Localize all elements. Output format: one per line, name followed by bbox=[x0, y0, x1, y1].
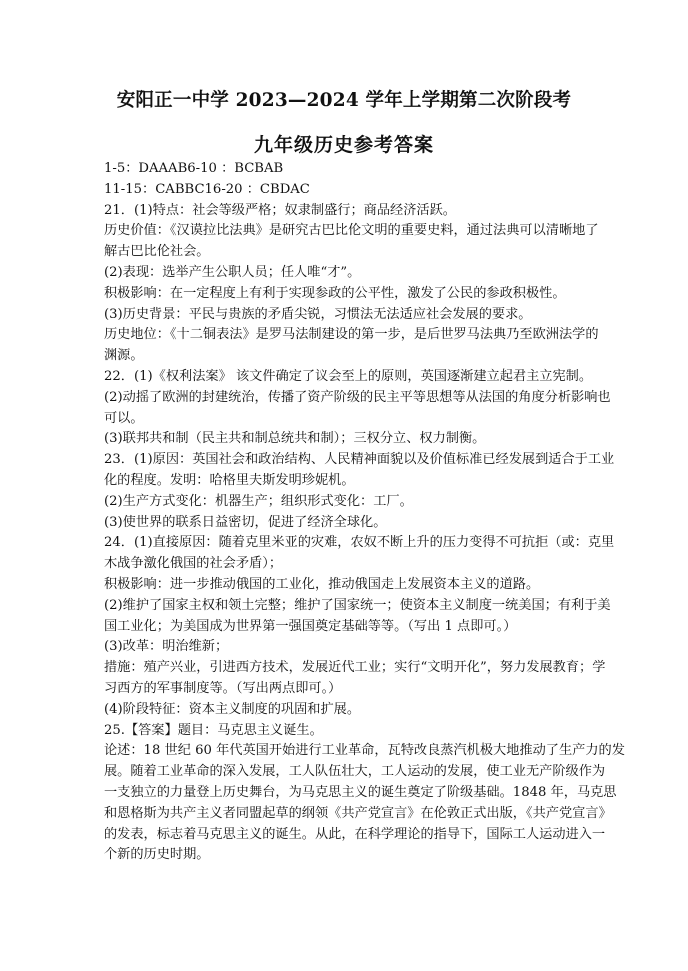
answer-body bbox=[104, 159, 624, 866]
answer-line: 历史地位：《十二铜表法》是罗马法制建设的第一步，是后世罗马法典乃至欧洲法学的 bbox=[104, 327, 599, 343]
answer-line: 国工业化；为美国成为世界第一强国奠定基础等等。（写出 1 点即可。） bbox=[104, 618, 517, 634]
answer-line: (4)阶段特征：资本主义制度的巩固和扩展。 bbox=[104, 701, 361, 717]
answer-line: (2)维护了国家主权和领土完整；维护了国家统一；使资本主义制度一统美国；有利于美 bbox=[104, 597, 611, 613]
answer-line: 1-5：DAAAB6-10 ：BCBAB bbox=[104, 161, 284, 176]
answer-line: 21．(1)特点：社会等级严格；奴隶制盛行；商品经济活跃。 bbox=[104, 202, 456, 218]
answer-line: (2)动摇了欧洲的封建统治，传播了资产阶级的民主平等思想等从法国的角度分析影响也 bbox=[104, 389, 611, 405]
answer-line: 和恩格斯为共产主义者同盟起草的纲领《共产党宣言》在伦敦正式出版，《共产党宣言》 bbox=[104, 805, 612, 821]
answer-line: 历史价值：《汉谟拉比法典》是研究古巴比伦文明的重要史料，通过法典可以清晰地了 bbox=[104, 223, 599, 239]
answer-line: 措施：殖产兴业，引进西方技术，发展近代工业；实行“文明开化”，努力发展教育；学 bbox=[104, 660, 606, 676]
answer-line: 25.【答案】题目：马克思主义诞生。 bbox=[104, 722, 323, 738]
answer-line: 23．(1)原因：英国社会和政治结构、人民精神面貌以及价值标准已经发展到适合于工业 bbox=[104, 452, 615, 468]
answer-line: 积极影响：进一步推动俄国的工业化，推动俄国走上发展资本主义的道路。 bbox=[104, 576, 540, 592]
answer-line: 木战争激化俄国的社会矛盾）； bbox=[104, 556, 283, 572]
document-subtitle: 九年级历史参考答案 bbox=[253, 134, 434, 156]
answer-line: (3)联邦共和制（民主共和制总统共和制）；三权分立、权力制衡。 bbox=[104, 431, 486, 447]
answer-line: 个新的历史时期。 bbox=[104, 847, 210, 863]
answer-line: 11-15：CABBC16-20 ：CBDAC bbox=[104, 181, 310, 197]
answer-line: 解古巴比伦社会。 bbox=[104, 244, 210, 260]
answer-line: 可以。 bbox=[104, 410, 144, 426]
answer-line: (2)表现：选举产生公职人员；任人唯“才”。 bbox=[104, 264, 361, 280]
answer-line: (2)生产方式变化：机器生产；组织形式变化：工厂。 bbox=[104, 493, 413, 509]
answer-line: 一支独立的力量登上历史舞台，为马克思主义的诞生奠定了阶级基础。1848 年，马克思 bbox=[104, 784, 617, 800]
answer-line: (3)使世界的联系日益密切，促进了经济全球化。 bbox=[104, 514, 387, 530]
answer-line: (3)历史背景：平民与贵族的矛盾尖锐，习惯法无法适应社会发展的要求。 bbox=[104, 306, 532, 322]
answer-line: 积极影响：在一定程度上有利于实现参政的公平性，激发了公民的参政积极性。 bbox=[104, 285, 566, 301]
answer-line: 22．(1)《权利法案》 该文件确定了议会至上的原则，英国逐渐建立起君主立宪制。 bbox=[104, 368, 593, 384]
answer-line: 的发表，标志着马克思主义的诞生。从此，在科学理论的指导下，国际工人运动进入一 bbox=[104, 826, 606, 842]
answer-line: 渊源。 bbox=[104, 348, 144, 364]
answer-line: 论述：18 世纪 60 年代英国开始进行工业革命，瓦特改良蒸汽机极大地推动了生产力的发 bbox=[104, 743, 625, 759]
answer-line: 化的程度。发明：哈格里夫斯发明珍妮机。 bbox=[104, 472, 355, 488]
answer-line: 展。随着工业革命的深入发展，工人队伍壮大，工人运动的发展，使工业无产阶级作为 bbox=[104, 764, 606, 780]
document-title: 安阳正一中学 2023—2024 学年上学期第二次阶段考 bbox=[116, 90, 572, 111]
answer-line: (3)改革：明治维新； bbox=[104, 639, 229, 655]
answer-line: 24．(1)直接原因：随着克里米亚的灾难，农奴不断上升的压力变得不可抗拒（或：克里 bbox=[104, 535, 615, 551]
answer-line: 习西方的军事制度等。（写出两点即可。） bbox=[104, 680, 342, 696]
